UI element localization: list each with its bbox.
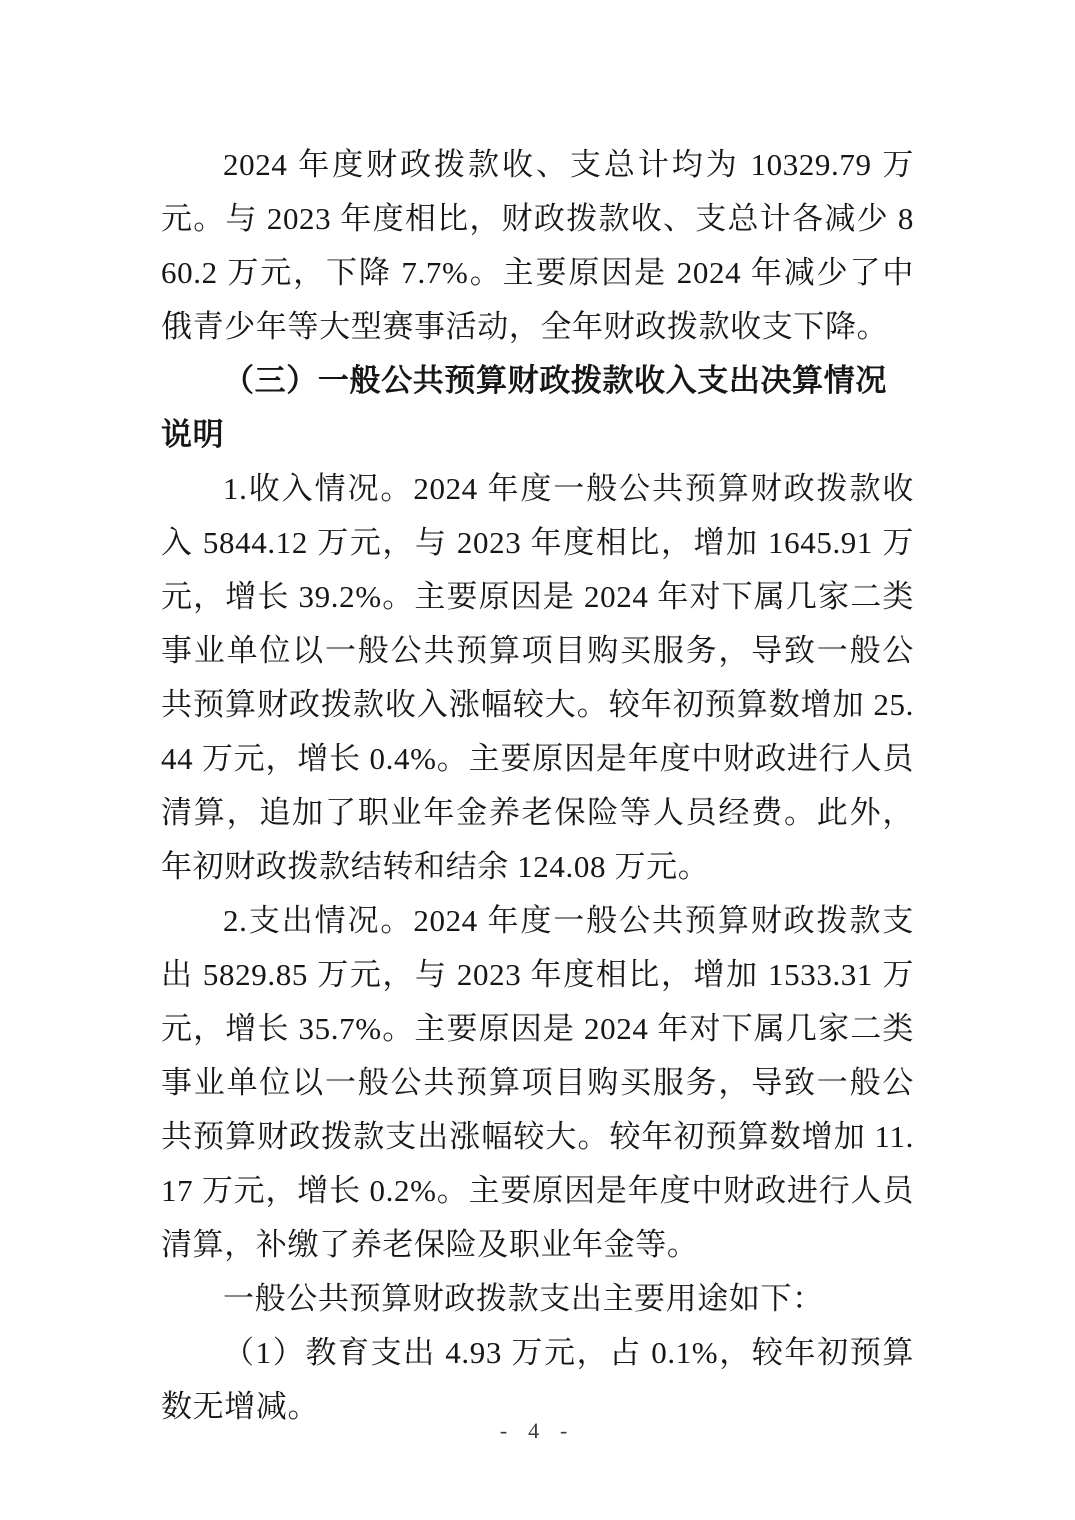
paragraph-income-situation: 1.收入情况。2024 年度一般公共预算财政拨款收入 5844.12 万元，与 2023 年度相比，增加 1645.91 万元，增长 39.2%。主要原因是 2024 年对下属几家二类事业单位以一般公共预算项目购买服务，导致一般公共预算财政拨款收入涨幅较大。较年初预算数增加 25.44 万元，增长 0.4%。主要原因是年度中财政进行人员清算，追加了职业年金养老保险等人员经费。此外，年初财政拨款结转和结余 124.08 万元。 [161, 471, 914, 884]
paragraph-expenditure-usage-intro: 一般公共预算财政拨款支出主要用途如下： [223, 1281, 824, 1316]
paragraph-fiscal-appropriation-total: 2024 年度财政拨款收、支总计均为 10329.79 万元。与 2023 年度相比，财政拨款收、支总计各减少 860.2 万元，下降 7.7%。主要原因是 2024 年减少了中俄青少年等大型赛事活动，全年财政拨款收支下降。 [161, 147, 914, 344]
paragraph-education-expenditure: （1）教育支出 4.93 万元，占 0.1%，较年初预算数无增减。 [161, 1335, 914, 1424]
paragraph-expenditure-situation: 2.支出情况。2024 年度一般公共预算财政拨款支出 5829.85 万元，与 2023 年度相比，增加 1533.31 万元，增长 35.7%。主要原因是 2024 年对下属几家二类事业单位以一般公共预算项目购买服务，导致一般公共预算财政拨款支出涨幅较大。较年初预算数增加 11.17 万元，增长 0.2%。主要原因是年度中财政进行人员清算，补缴了养老保险及职业年金等。 [161, 903, 914, 1262]
page-footer [0, 1418, 1075, 1444]
page-number: - 4 - [499, 1418, 576, 1443]
document-body [161, 138, 914, 1434]
section-heading-general-public-budget: （三）一般公共预算财政拨款收入支出决算情况说明 [161, 363, 888, 452]
